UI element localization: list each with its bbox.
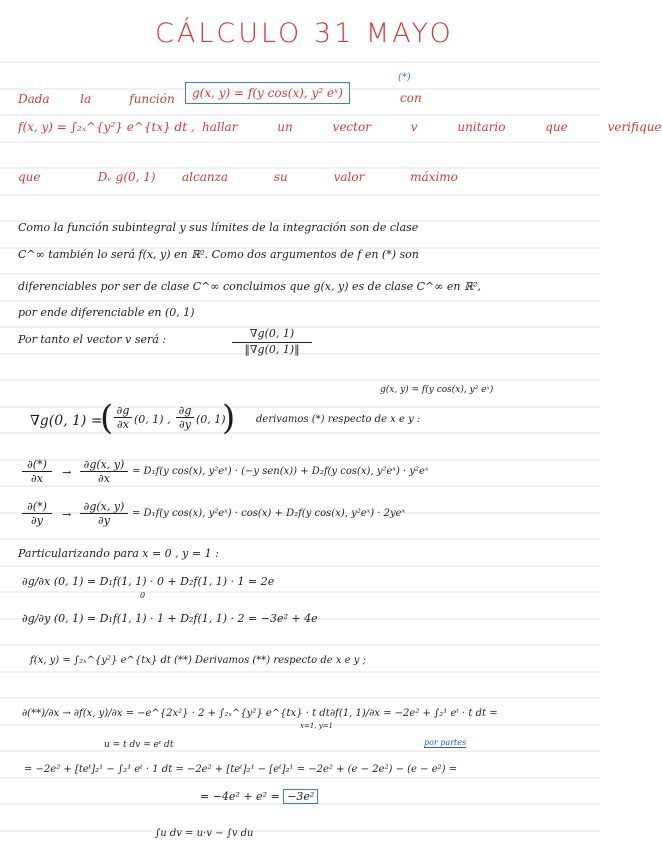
gradient-lhs: ∇g(0, 1) = [30, 413, 103, 429]
word-dada: Dada [18, 92, 50, 106]
body-line-4: por ende diferenciable en (0, 1) [18, 306, 195, 319]
result-line-2: = −4e² + e² = −3e² [200, 790, 318, 803]
body-line-1: Como la función subintegral y sus límites de la integración son de clase [18, 221, 419, 234]
gradient-note: derivamos (*) respecto de x e y : [256, 414, 421, 425]
deriv-y-rhs: = D₁f(y cos(x), y²eˣ) · cos(x) + D₂f(y cos(x), y²eˣ) · 2yeˣ [132, 508, 406, 519]
problem-word: unitario [457, 120, 546, 134]
equation-mark-star: (*) [398, 72, 411, 83]
arrow-y: → [62, 508, 72, 521]
word-con: con [400, 91, 422, 105]
body-line-5: Por tanto el vector v será : [18, 333, 167, 346]
deriv-x-mid: ∂g(x, y) ∂x [80, 458, 128, 485]
problem-word: su [273, 170, 334, 184]
grad-comp2-arg: (0, 1) [196, 413, 226, 426]
by-parts-note: por partes [424, 738, 467, 747]
g-recall: g(x, y) = f(y cos(x), y² eˣ) [380, 385, 494, 395]
deriv-y-mid: ∂g(x, y) ∂y [80, 500, 128, 527]
problem-line-2-words [202, 120, 662, 134]
problem-word: un [277, 120, 333, 134]
problem-word: valor [333, 170, 411, 184]
problem-word: hallar [202, 120, 278, 134]
problem-word: vector [332, 120, 411, 134]
function-definition-box: g(x, y) = f(y cos(x), y² eˣ) [185, 82, 350, 104]
word-funcion: función [129, 92, 175, 106]
parts-substitution: u = t dv = eᵗ dt [104, 740, 174, 750]
f-definition: f(x, y) = ∫₂ₓ^{y²} e^{tx} dt (**) Derivamos (**) respecto de x e y ; [30, 655, 366, 666]
paren-open: ( [100, 398, 114, 438]
eval-x-zero: 0 [140, 591, 146, 600]
parts-formula: ∫u dv = u·v − ∫v du [155, 828, 254, 839]
problem-word: v [410, 120, 458, 134]
word-que: que [18, 170, 41, 184]
body-line-3: diferenciables por ser de clase C^∞ concluimos que g(x, y) es de clase C^∞ en ℝ², [18, 280, 482, 293]
deriv-y-lhs: ∂(*) ∂y [22, 500, 52, 527]
deriv-f-rhs: ∂f(1, 1)/∂x = −2e² + ∫₂¹ eᵗ · t dt = [330, 708, 498, 719]
word-la: la [80, 92, 92, 106]
grad-comp1-frac: ∂g ∂x [114, 404, 132, 431]
problem-line-1 [18, 92, 175, 106]
paren-close: ) [222, 398, 236, 438]
body-line-2: C^∞ también lo será f(x, y) en ℝ². Como dos argumentos de f en (*) son [18, 248, 419, 261]
deriv-f-lhs: ∂(**)/∂x → ∂f(x, y)/∂x = −e^{2x²} · 2 + ∫₂ₓ^{y²} e^{tx} · t dt [22, 708, 330, 719]
v-numerator: ∇g(0, 1) [249, 327, 295, 340]
problem-line-3-words [182, 170, 458, 184]
eval-x: ∂g/∂x (0, 1) = D₁f(1, 1) · 0 + D₂f(1, 1) · 1 = 2e [22, 575, 275, 588]
arrow-x: → [62, 466, 72, 479]
deriv-x-rhs: = D₁f(y cos(x), y²eˣ) · (−y sen(x)) + D₂f(y cos(x), y²eˣ) · y²eˣ [132, 466, 429, 477]
result-line-1: = −2e² + [teᵗ]₂¹ − ∫₂¹ eᵗ · 1 dt = −2e² + [teᵗ]₂¹ − [eᵗ]₂¹ = −2e² + (e − 2e²) − (e − e²) = [24, 764, 458, 775]
grad-comp2-frac: ∂g ∂y [176, 404, 194, 431]
final-answer-box: −3e² [283, 789, 318, 804]
directional-derivative: Dᵥ g(0, 1) [97, 170, 156, 184]
eval-y: ∂g/∂y (0, 1) = D₁f(1, 1) · 1 + D₂f(1, 1) · 2 = −3e² + 4e [22, 612, 318, 625]
deriv-x-lhs: ∂(*) ∂x [22, 458, 52, 485]
page-title: CÁLCULO 31 MAYO [155, 18, 454, 49]
problem-line-3 [18, 170, 156, 184]
grad-comp1-arg: (0, 1) , [134, 413, 171, 426]
problem-word: alcanza [182, 170, 274, 184]
problem-word: que [545, 120, 608, 134]
particularizing-text: Particularizando para x = 0 , y = 1 : [18, 547, 219, 560]
problem-word: verifique [607, 120, 662, 134]
deriv-f-substitution: x=1, y=1 [300, 722, 333, 730]
problem-word: máximo [410, 170, 458, 184]
v-denominator: ‖∇g(0, 1)‖ [232, 342, 312, 356]
v-fraction [232, 327, 312, 356]
problem-line-2-f: f(x, y) = ∫₂ₓ^{y²} e^{tx} dt , [18, 120, 195, 134]
